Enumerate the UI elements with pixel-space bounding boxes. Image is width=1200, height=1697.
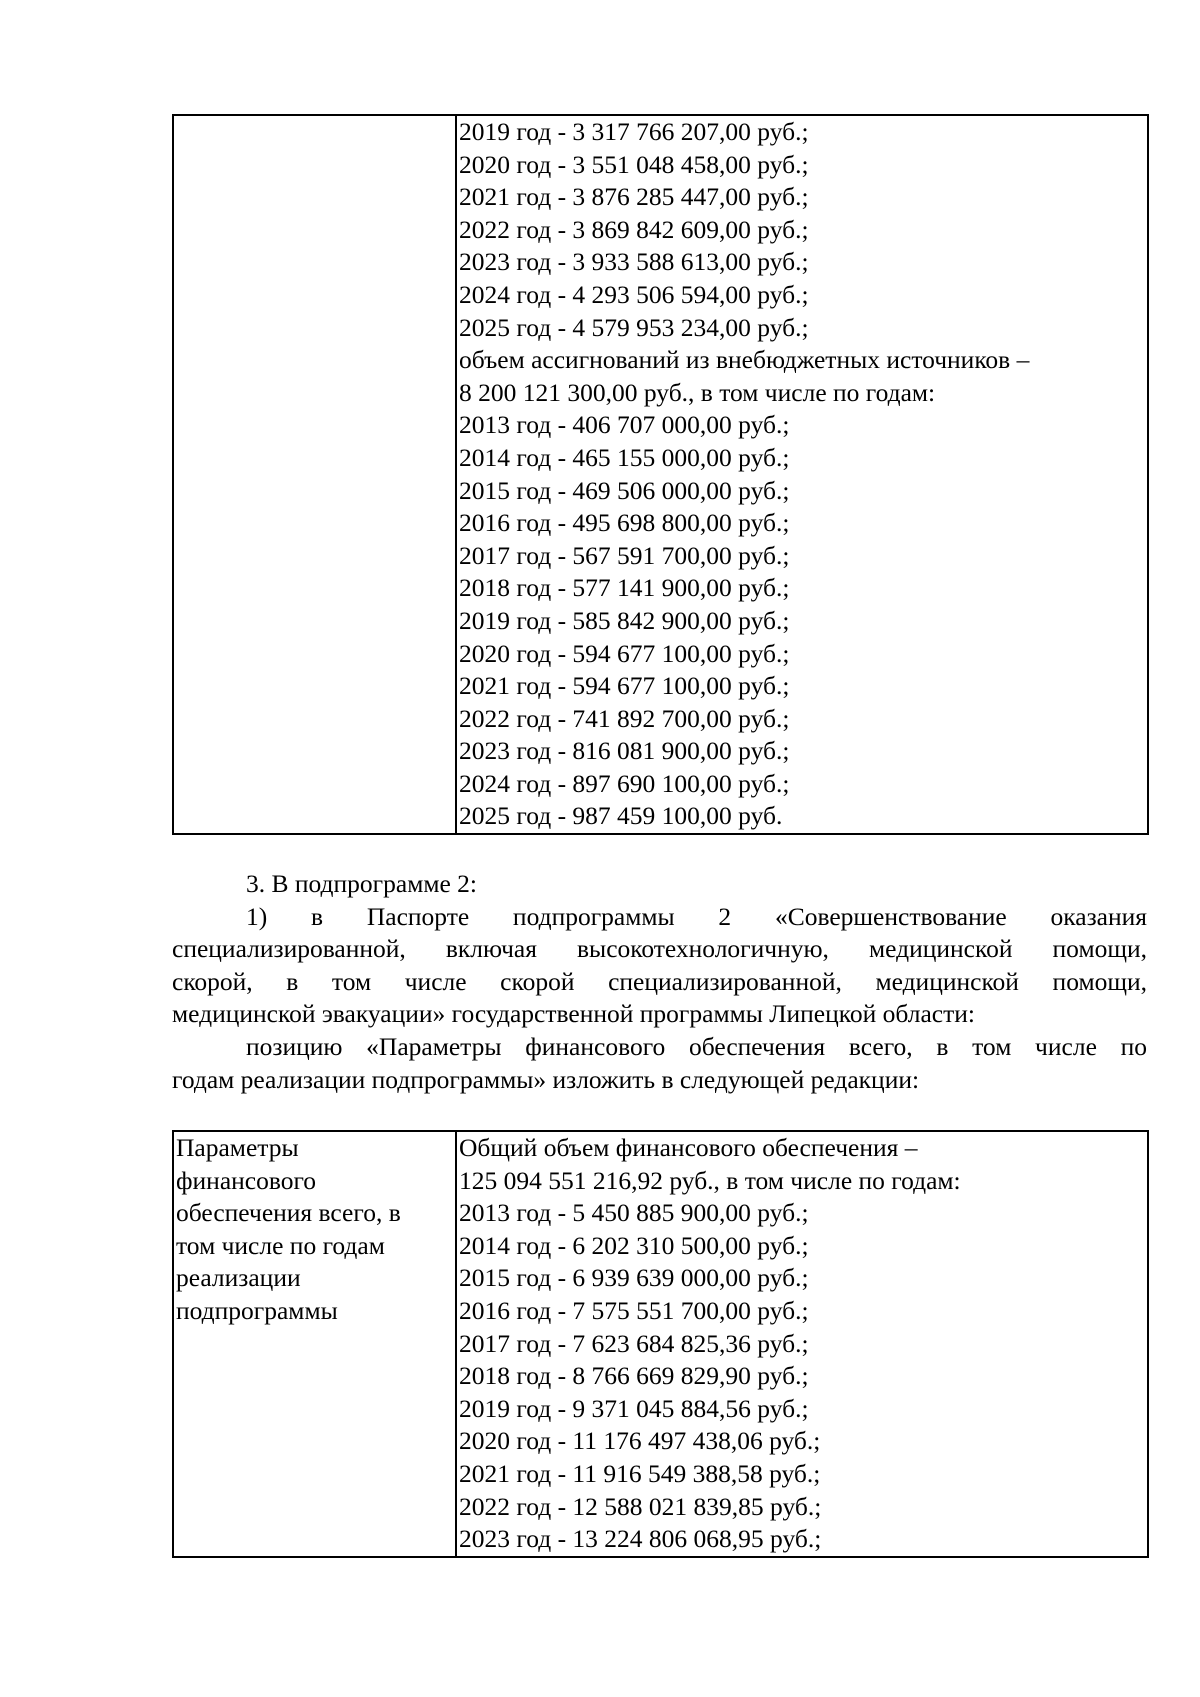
funding-line: 2020 год - 3 551 048 458,00 руб.; xyxy=(459,149,809,179)
funding-line: 2021 год - 3 876 285 447,00 руб.; xyxy=(459,182,809,212)
paragraph-line: специализированной, включая высокотехнологичную, медицинской помощи, xyxy=(172,934,1147,964)
funding-line: 2017 год - 7 623 684 825,36 руб.; xyxy=(459,1328,809,1358)
parameter-label-line: том числе по годам xyxy=(176,1230,385,1260)
funding-line: 2022 год - 741 892 700,00 руб.; xyxy=(459,703,790,733)
section-text xyxy=(172,868,1147,1096)
extrabudget-total-line: 8 200 121 300,00 руб., в том числе по годам: xyxy=(459,377,936,407)
total-heading-line: Общий объем финансового обеспечения – xyxy=(459,1133,918,1162)
funding-line: 2024 год - 4 293 506 594,00 руб.; xyxy=(459,279,809,309)
funding-line: 2020 год - 11 176 497 438,06 руб.; xyxy=(459,1426,821,1456)
funding-parameters-table xyxy=(172,1130,1149,1558)
funding-line: 2016 год - 495 698 800,00 руб.; xyxy=(459,508,790,538)
funding-line: 2021 год - 11 916 549 388,58 руб.; xyxy=(459,1458,821,1488)
funding-line: 2013 год - 406 707 000,00 руб.; xyxy=(459,410,790,440)
funding-line: 2015 год - 6 939 639 000,00 руб.; xyxy=(459,1263,809,1293)
funding-line: 2022 год - 12 588 021 839,85 руб.; xyxy=(459,1491,822,1521)
paragraph-line: 1) в Паспорте подпрограммы 2 «Совершенствование оказания xyxy=(246,901,1147,931)
funding-line: 2024 год - 897 690 100,00 руб.; xyxy=(459,768,790,798)
funding-line: 2015 год - 469 506 000,00 руб.; xyxy=(459,475,790,505)
extrabudget-heading-line: объем ассигнований из внебюджетных источников – xyxy=(459,345,1030,375)
funding-line: 2025 год - 4 579 953 234,00 руб.; xyxy=(459,312,809,342)
funding-line: 2016 год - 7 575 551 700,00 руб.; xyxy=(459,1295,809,1325)
parameter-label-line: Параметры xyxy=(176,1133,299,1162)
funding-line: 2014 год - 6 202 310 500,00 руб.; xyxy=(459,1230,809,1260)
funding-line: 2020 год - 594 677 100,00 руб.; xyxy=(459,638,790,668)
paragraph-line: годам реализации подпрограммы» изложить в следующей редакции: xyxy=(172,1064,920,1094)
funding-line: 2023 год - 816 081 900,00 руб.; xyxy=(459,736,790,766)
parameter-label-line: реализации xyxy=(176,1263,301,1293)
paragraph-line: медицинской эвакуации» государственной программы Липецкой области: xyxy=(172,999,975,1029)
table-row xyxy=(173,1131,1148,1557)
funding-line: 2014 год - 465 155 000,00 руб.; xyxy=(459,442,790,472)
table-cell-values xyxy=(456,1131,1148,1557)
funding-line: 2013 год - 5 450 885 900,00 руб.; xyxy=(459,1198,809,1228)
table-cell-values xyxy=(456,115,1148,834)
funding-line: 2025 год - 987 459 100,00 руб. xyxy=(459,801,783,831)
funding-line: 2019 год - 585 842 900,00 руб.; xyxy=(459,605,790,635)
funding-line: 2018 год - 577 141 900,00 руб.; xyxy=(459,573,790,603)
funding-table-continued xyxy=(172,114,1149,835)
funding-line: 2018 год - 8 766 669 829,90 руб.; xyxy=(459,1361,809,1391)
funding-line: 2021 год - 594 677 100,00 руб.; xyxy=(459,671,790,701)
section-heading: 3. В подпрограмме 2: xyxy=(246,869,477,898)
funding-line: 2017 год - 567 591 700,00 руб.; xyxy=(459,540,790,570)
total-amount-line: 125 094 551 216,92 руб., в том числе по годам: xyxy=(459,1165,961,1195)
position-paragraph xyxy=(172,1031,1147,1096)
funding-line: 2023 год - 13 224 806 068,95 руб.; xyxy=(459,1524,822,1554)
parameter-label-line: финансового xyxy=(176,1165,317,1195)
funding-line: 2019 год - 3 317 766 207,00 руб.; xyxy=(459,117,809,146)
paragraph-line: скорой, в том числе скорой специализированной, медицинской помощи, xyxy=(172,966,1147,996)
table-row xyxy=(173,115,1148,834)
table-cell-parameter-label xyxy=(173,1131,456,1557)
item-1-paragraph xyxy=(172,901,1147,1031)
funding-line: 2023 год - 3 933 588 613,00 руб.; xyxy=(459,247,809,277)
table-cell-left-empty xyxy=(173,115,456,834)
funding-line: 2019 год - 9 371 045 884,56 руб.; xyxy=(459,1393,809,1423)
funding-line: 2022 год - 3 869 842 609,00 руб.; xyxy=(459,214,809,244)
paragraph-line: позицию «Параметры финансового обеспечения всего, в том числе по xyxy=(246,1031,1147,1061)
parameter-label-line: обеспечения всего, в xyxy=(176,1198,401,1228)
parameter-label-line: подпрограммы xyxy=(176,1295,338,1325)
